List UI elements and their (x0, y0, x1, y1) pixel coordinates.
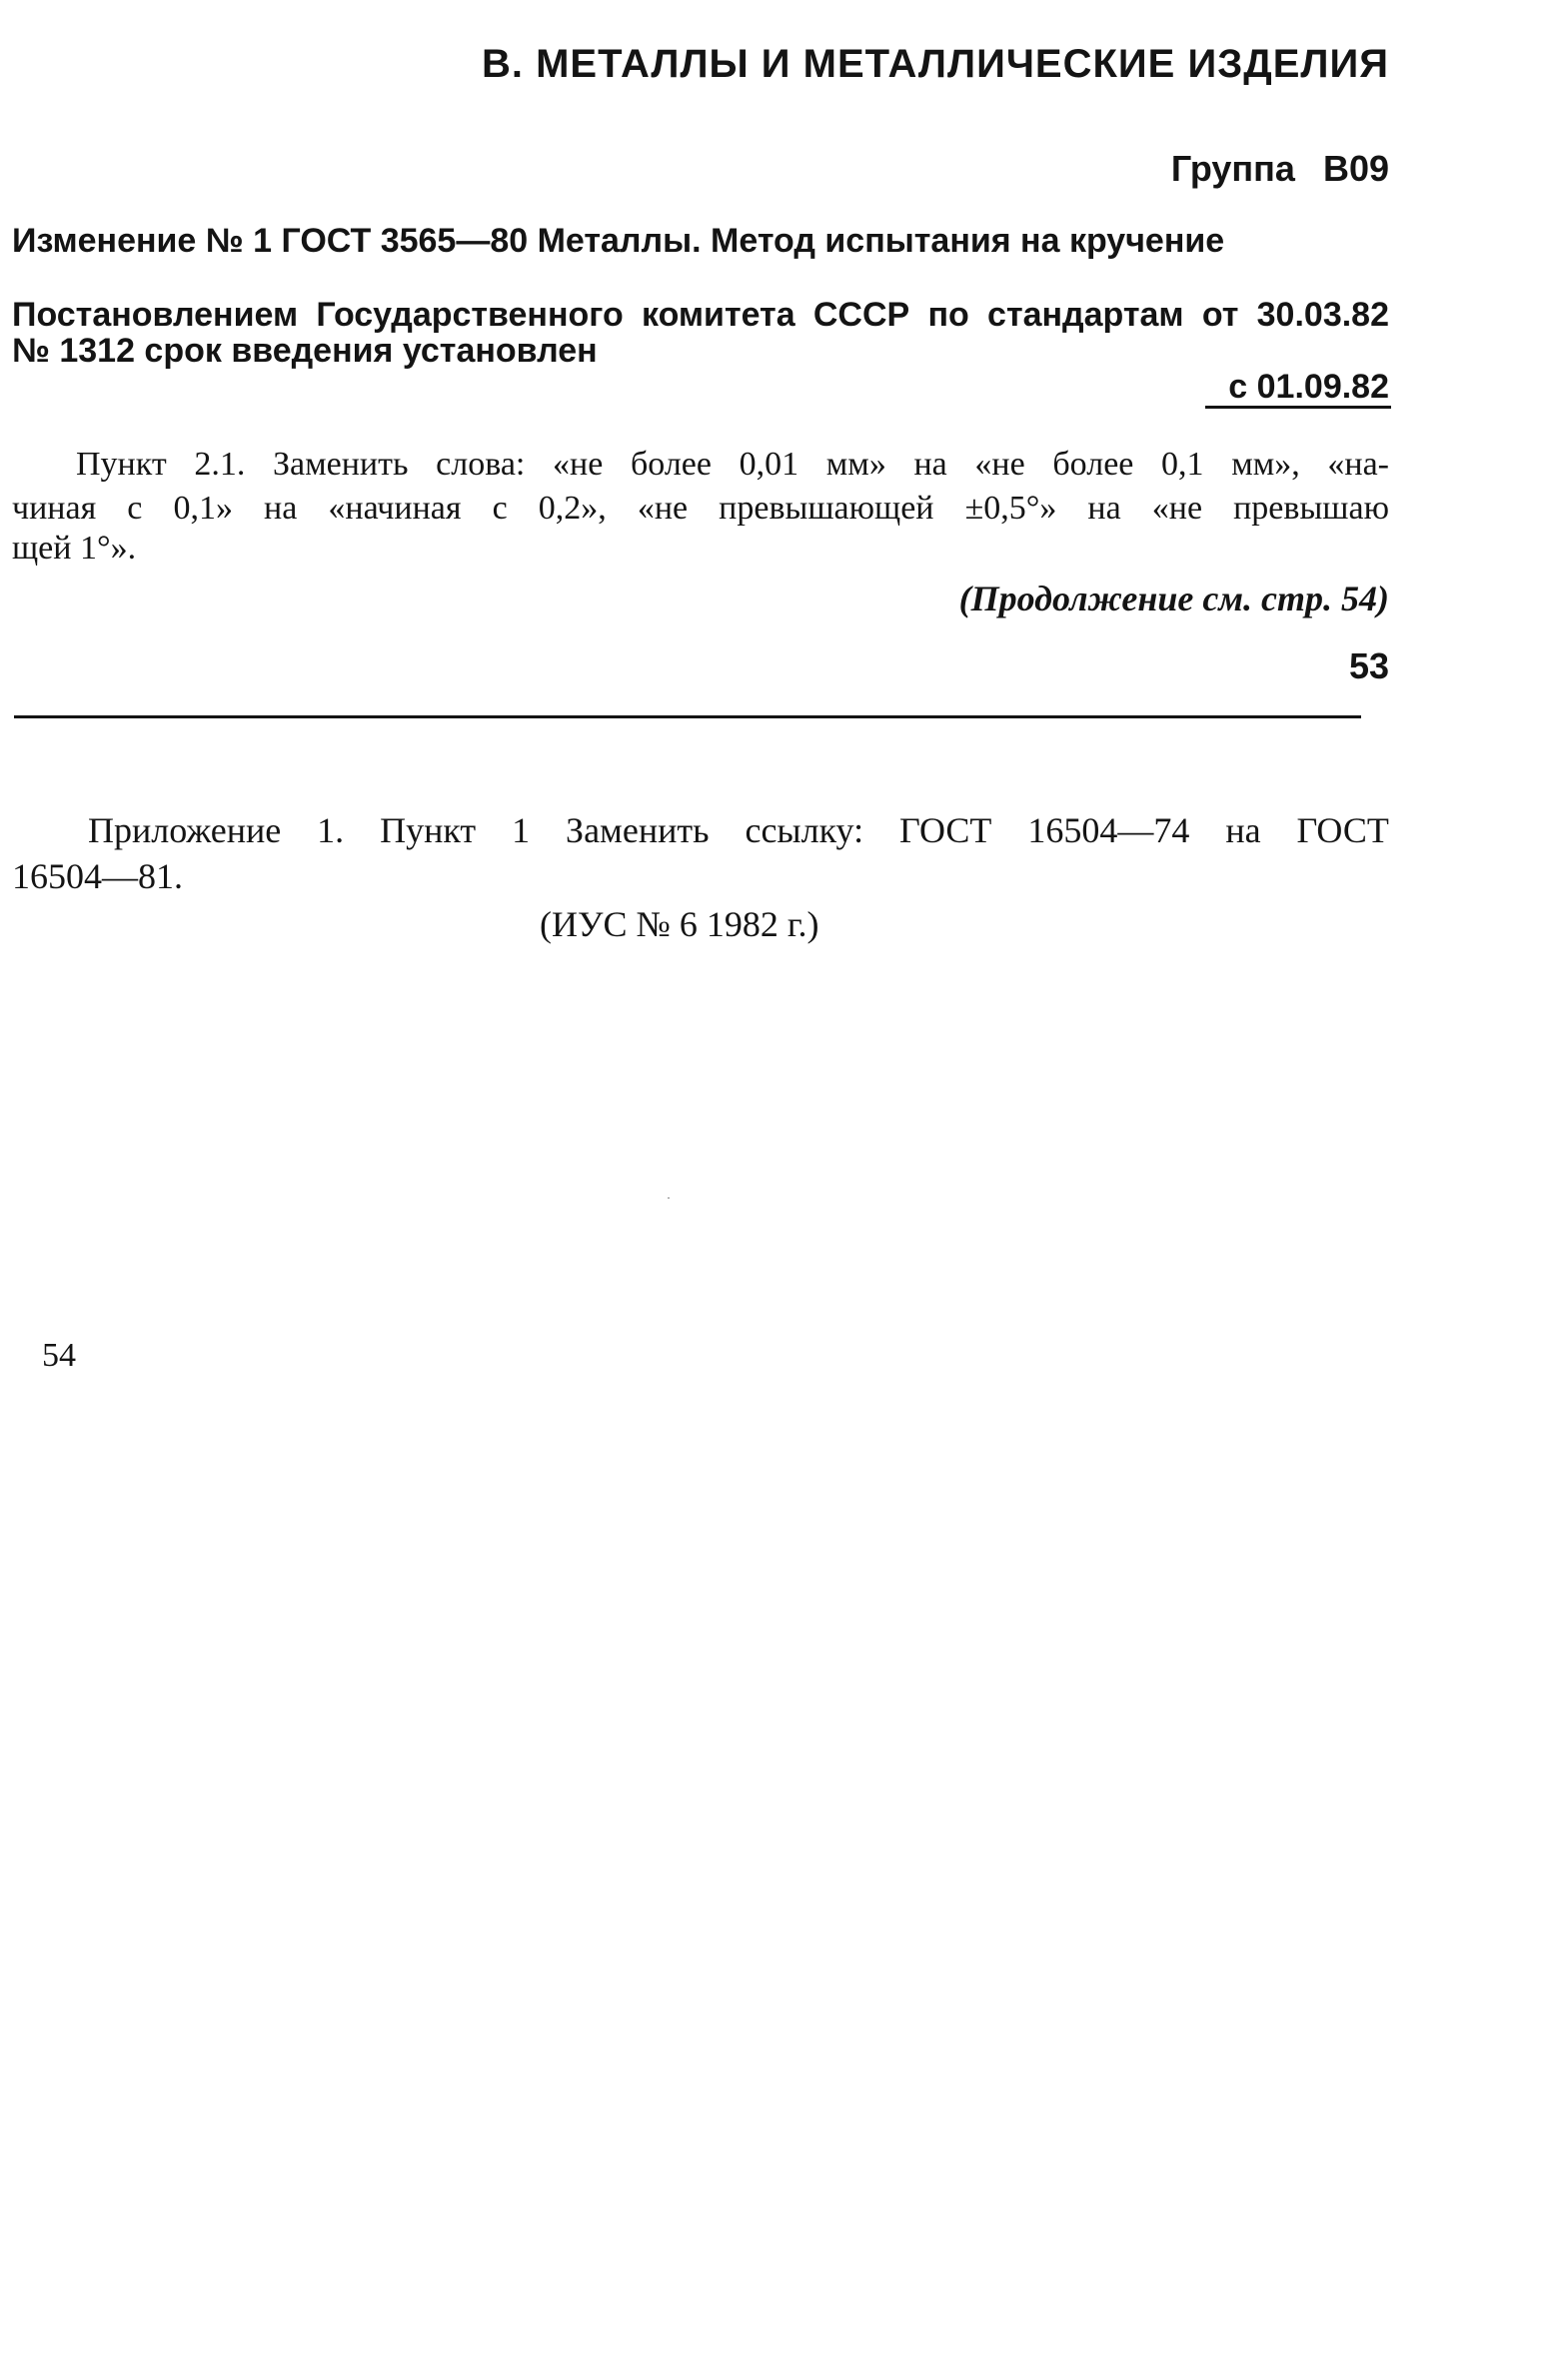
paragraph-word: «не (553, 446, 604, 483)
paragraph-word: 0,01 (739, 446, 799, 483)
appendix-line-1 (88, 809, 1389, 851)
effective-date: с 01.09.82 (1228, 368, 1389, 406)
section-header: В. МЕТАЛЛЫ И МЕТАЛЛИЧЕСКИЕ ИЗДЕЛИЯ (481, 42, 1389, 86)
appendix-word: ГОСТ (1296, 810, 1389, 850)
paragraph-line-3: щей 1°». (12, 530, 137, 567)
appendix-word: 1. (317, 810, 345, 850)
group-code: В09 (1322, 148, 1389, 189)
amendment-title: Изменение № 1 ГОСТ 3565—80 Металлы. Метод испытания на кручение (12, 222, 1225, 260)
continuation-note: (Продолжение см. стр. 54) (958, 579, 1389, 618)
page-divider (14, 715, 1361, 718)
decree-word: комитета (642, 296, 795, 334)
group-label: Группа (1170, 148, 1295, 189)
paragraph-word: «на- (1327, 446, 1389, 483)
decree-line-1 (12, 296, 1389, 335)
decree-line-2: № 1312 срок введения установлен (12, 332, 598, 370)
paragraph-line-2 (12, 490, 1389, 528)
appendix-word: ГОСТ (899, 810, 992, 850)
scan-speck (668, 1197, 670, 1199)
page-number-bottom: 54 (42, 1337, 76, 1374)
effective-date-underline (1205, 406, 1391, 409)
paragraph-word: мм», (1231, 446, 1300, 483)
paragraph-word: Заменить (273, 446, 409, 483)
decree-word: по (927, 296, 969, 334)
appendix-word: Заменить (566, 810, 710, 850)
decree-word: СССР (812, 296, 910, 334)
paragraph-word: превышаю (1233, 490, 1389, 527)
appendix-word: Приложение (88, 810, 282, 850)
decree-word: Постановлением (12, 296, 299, 334)
paragraph-word: Пункт (76, 446, 167, 483)
paragraph-word: «начиная (328, 490, 462, 527)
decree-word: Государственного (316, 296, 624, 334)
appendix-word: на (1225, 810, 1261, 850)
group-label-line (0, 148, 1389, 190)
paragraph-word: ±0,5°» (964, 490, 1057, 527)
paragraph-word: чиная (12, 490, 97, 527)
paragraph-word: более (630, 446, 712, 483)
paragraph-word: с (492, 490, 508, 527)
appendix-word: 16504—74 (1027, 810, 1190, 850)
paragraph-word: на (264, 490, 298, 527)
paragraph-word: на (913, 446, 947, 483)
decree-word: стандартам (987, 296, 1184, 334)
appendix-word: ссылку: (745, 810, 864, 850)
paragraph-word: на (1087, 490, 1121, 527)
paragraph-word: «не (637, 490, 689, 527)
paragraph-word: более (1052, 446, 1134, 483)
paragraph-word: «не (1151, 490, 1203, 527)
paragraph-line-1 (76, 446, 1389, 484)
paragraph-word: с (127, 490, 143, 527)
source-reference: (ИУС № 6 1982 г.) (540, 904, 819, 944)
decree-word: 30.03.82 (1256, 296, 1389, 334)
paragraph-word: 0,1 (1161, 446, 1204, 483)
paragraph-word: мм» (825, 446, 886, 483)
paragraph-word: 0,2», (538, 490, 607, 527)
appendix-word: Пункт (380, 810, 477, 850)
appendix-word: 1 (512, 810, 531, 850)
decree-word: от (1201, 296, 1239, 334)
paragraph-word: 0,1» (173, 490, 233, 527)
paragraph-word: слова: (436, 446, 526, 483)
appendix-line-2: 16504—81. (12, 856, 183, 896)
page-number-top: 53 (1348, 645, 1389, 686)
paragraph-word: превышающей (719, 490, 934, 527)
paragraph-word: 2.1. (194, 446, 246, 483)
paragraph-word: «не (974, 446, 1025, 483)
